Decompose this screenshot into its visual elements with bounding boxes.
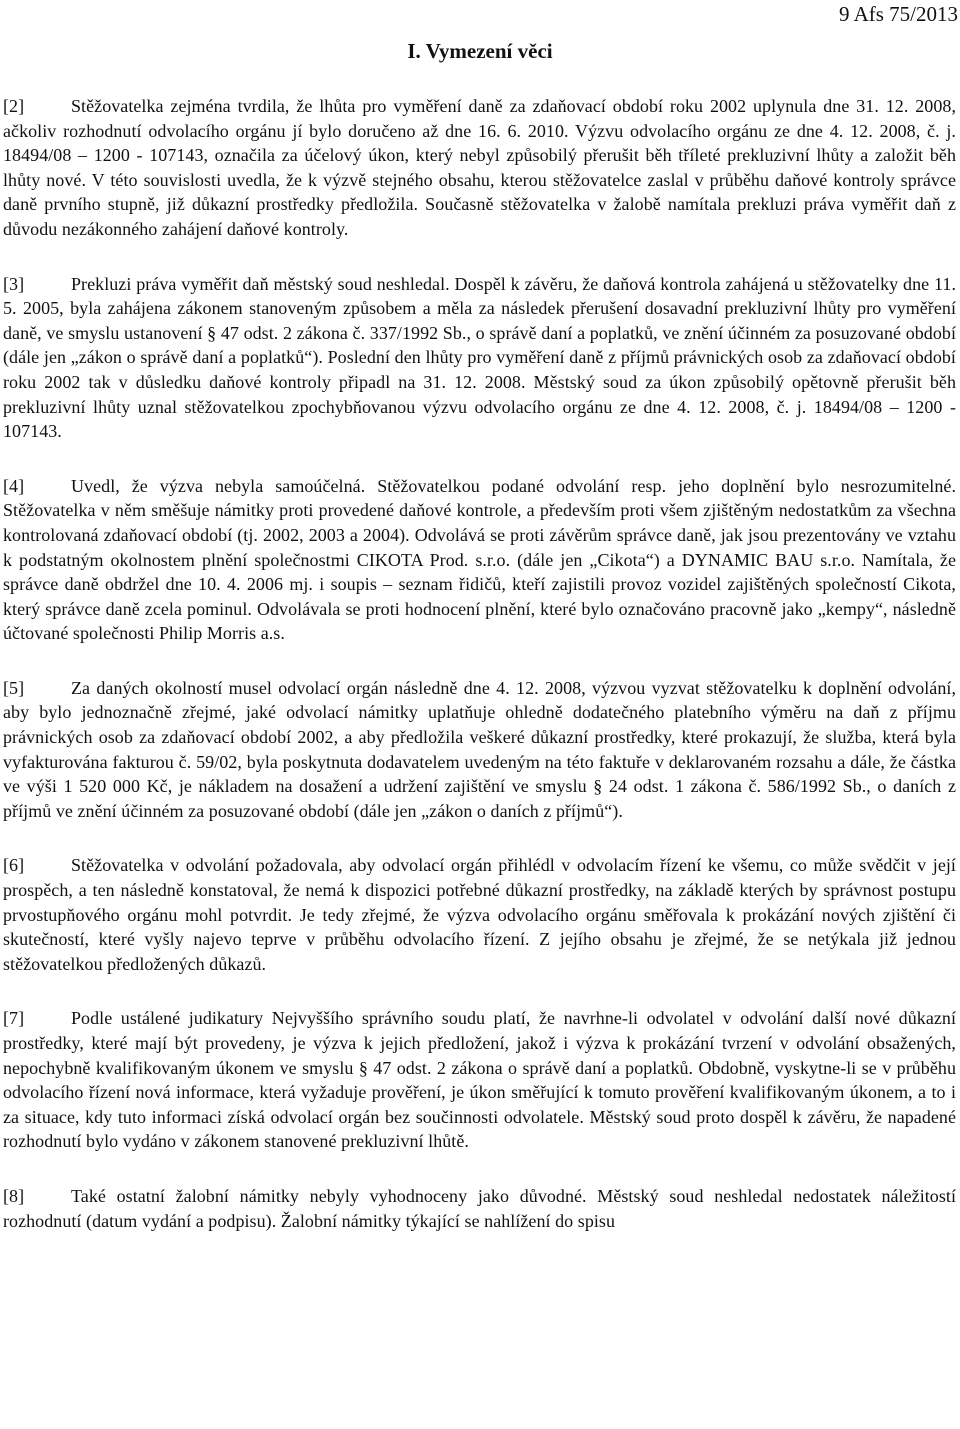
paragraph-number: [6] (3, 855, 25, 876)
paragraph-3 (3, 272, 956, 444)
paragraph-7 (3, 1006, 956, 1154)
paragraph-number: [4] (3, 475, 25, 496)
paragraph-text: Stěžovatelka zejména tvrdila, že lhůta pro vyměření daně za zdaňovací období roku 2002 uplynula dne 31. 12. 2008, ačkoliv rozhodnutí odvolacího orgánu jí bylo doručeno až dne 16. 6. 2010. Výzvu odvolacího orgánu ze dne 4. 12. 2008, č. j. 18494/08 – 1200 - 107143, označila za účelový úkon, který nebyl způsobilý přerušit běh tříleté prekluzivní lhůty a založit běh lhůty nové. V této souvislosti uvedla, že k výzvě stejného obsahu, kterou stěžovatelce zaslal v průběhu daňové kontroly správce daně prvního stupně, již důkazní prostředky předložila. Současně stěžovatelka v žalobě namítala prekluzi práva vyměřit daň z důvodu nezákonného zahájení daňové kontroly. (3, 96, 956, 239)
paragraph-6 (3, 853, 956, 976)
paragraph-number: [2] (3, 96, 25, 116)
paragraph-text: Také ostatní žalobní námitky nebyly vyhodnoceny jako důvodné. Městský soud neshledal nedostatek náležitostí rozhodnutí (datum vydání a podpisu). Žalobní námitky týkající se nahlížení do spisu (3, 1185, 956, 1231)
paragraph-5 (3, 676, 956, 824)
paragraph-8 (3, 1184, 956, 1233)
paragraph-text: Podle ustálené judikatury Nejvyššího správního soudu platí, že navrhne-li odvolatel v odvolání další nové důkazní prostředky, které mají být provedeny, je výzva k jejich předložení, jakož i výzva k prokázání tvrzení v odvolání obsažených, nepochybně kvalifikovaným úkonem ve smyslu § 47 odst. 2 zákona o správě daní a poplatků. Obdobně, vyskytne-li se v průběhu odvolacího řízení nová informace, která vyžaduje prověření, je úkon směřující k tomuto prověření kvalifikovaným úkonem, a to i za situace, kdy tuto informaci získá odvolací orgán bez součinnosti odvolatele. Městský soud proto dospěl k závěru, že napadené rozhodnutí bylo vydáno v zákonem stanovené prekluzivní lhůtě. (3, 1008, 956, 1152)
document-body (3, 94, 956, 1263)
paragraph-2 (3, 94, 956, 242)
paragraph-number: [3] (3, 273, 25, 294)
paragraph-text: Za daných okolností musel odvolací orgán následně dne 4. 12. 2008, výzvou vyzvat stěžovatelku k doplnění odvolání, aby bylo jednoznačně zřejmé, jaké odvolací námitky uplatňuje ohledně dodatečného platebního výměru na daň z příjmu právnických osob za zdaňovací období 2002, a aby předložila veškeré důkazní prostředky, které prokazují, že služba, která byla vyfakturována fakturou č. 59/02, byla poskytnuta dodavatelem uvedeným na této faktuře v deklarovaném rozsahu a dále, že částka ve výši 1 520 000 Kč, je nákladem na dosažení a udržení zajištění ve smyslu § 24 odst. 1 zákona č. 586/1992 Sb., o daních z příjmů ve znění účinném za posuzované období (dále jen „zákon o daních z příjmů“). (3, 677, 956, 821)
paragraph-number: [7] (3, 1008, 25, 1029)
paragraph-4 (3, 474, 956, 646)
paragraph-number: [5] (3, 677, 25, 698)
paragraph-text: Prekluzi práva vyměřit daň městský soud neshledal. Dospěl k závěru, že daňová kontrola zahájená u stěžovatelky dne 11. 5. 2005, byla zahájena zákonem stanoveným způsobem a měla za následek přerušení dosavadní prekluzivní lhůty pro vyměření daně, ve smyslu ustanovení § 47 odst. 2 zákona č. 337/1992 Sb., o správě daní a poplatků, ve znění účinném za posuzované období (dále jen „zákon o správě daní a poplatků“). Poslední den lhůty pro vyměření daně z příjmů právnických osob za zdaňovací období roku 2002 tak v důsledku daňové kontroly připadl na 31. 12. 2008. Městský soud za úkon způsobilý opětovně přerušit běh prekluzivní lhůty uznal stěžovatelkou zpochybňovanou výzvu odvolacího orgánu ze dne 4. 12. 2008, č. j. 18494/08 – 1200 - 107143. (3, 273, 956, 442)
section-heading: I. Vymezení věci (407, 39, 553, 63)
case-reference: 9 Afs 75/2013 (838, 2, 958, 26)
paragraph-number: [8] (3, 1185, 25, 1206)
paragraph-text: Stěžovatelka v odvolání požadovala, aby odvolací orgán přihlédl v odvolacím řízení ke všemu, co může svědčit v její prospěch, a ten následně konstatoval, že nemá k dispozici potřebné důkazní prostředky, na základě kterých by správnost postupu prvostupňového orgánu mohl potvrdit. Je tedy zřejmé, že výzva odvolacího orgánu směřovala k prokázání nových zjištění či skutečností, které vyšly najevo teprve v průběhu odvolacího řízení. Z jejího obsahu je zřejmé, že se netýkala již jednou stěžovatelkou předložených důkazů. (3, 855, 956, 974)
paragraph-text: Uvedl, že výzva nebyla samoúčelná. Stěžovatelkou podané odvolání resp. jeho doplnění bylo nesrozumitelné. Stěžovatelka v něm směšuje námitky proti provedené daňové kontrole, a především proti všem zjištěným nedostatkům za všechna kontrolovaná zdaňovací období (tj. 2002, 2003 a 2004). Odvolává se proti závěrům správce daně, jak jsou prezentovány ve vztahu k podstatným okolnostem plnění společnostmi CIKOTA Prod. s.r.o. (dále jen „Cikota“) a DYNAMIC BAU s.r.o. Namítala, že správce daně obdržel dne 10. 4. 2006 mj. i soupis – seznam řidičů, kteří zajistili provoz vozidel zajištěných společností Cikota, který správce daně zcela pominul. Odvolávala se proti hodnocení plnění, které bylo označováno pracovně jako „kempy“, následně účtované společnosti Philip Morris a.s. (3, 475, 956, 644)
